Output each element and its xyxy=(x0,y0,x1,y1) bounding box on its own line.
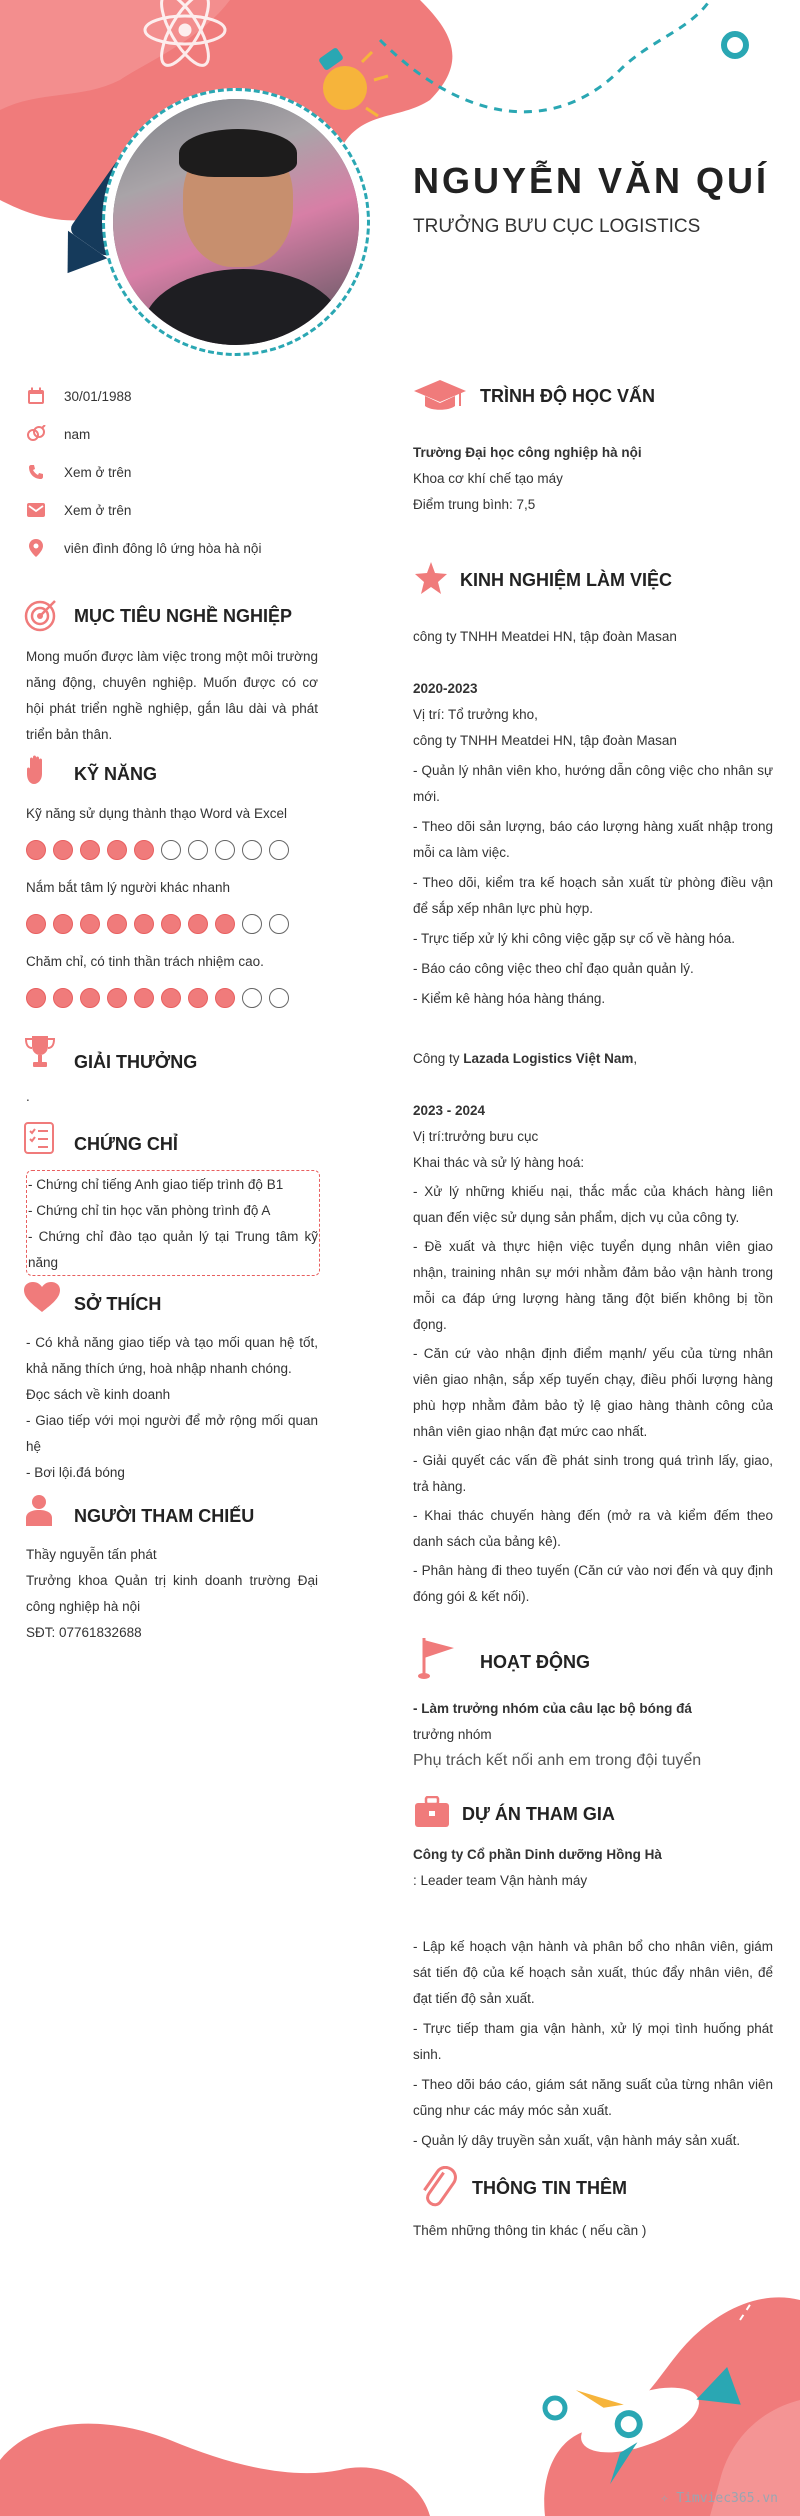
project-duty: - Trực tiếp tham gia vận hành, xử lý mọi tình huống phát sinh. xyxy=(413,2021,773,2062)
awards-title: GIẢI THƯỞNG xyxy=(74,1052,198,1072)
address-text: viên đình đông lô ứng hòa hà nội xyxy=(64,540,262,556)
job-1-duty: - Theo dõi, kiểm tra kế hoạch sản xuất từ phòng điều vận để sắp xếp nhân lực phù hợp. xyxy=(413,875,773,916)
birthday-text: 30/01/1988 xyxy=(64,388,132,404)
education-major: Khoa cơ khí chế tạo máy xyxy=(413,471,563,486)
certificates-list xyxy=(28,1172,318,1276)
skill-dot-filled xyxy=(161,988,181,1008)
activity-heading: - Làm trưởng nhóm của câu lạc bộ bóng đá xyxy=(413,1701,692,1716)
briefcase-icon xyxy=(414,1796,450,1833)
skill-label-1: Kỹ năng sử dụng thành thạo Word và Excel xyxy=(26,806,287,821)
skill-dot-filled xyxy=(134,988,154,1008)
skill-dot-filled xyxy=(53,914,73,934)
job-2-period: 2023 - 2024 xyxy=(413,1103,486,1118)
candidate-name: NGUYỄN VĂN QUÍ xyxy=(413,160,770,201)
job-1-duty: - Theo dõi sản lượng, báo cáo lượng hàng xuất nhập trong mỗi ca làm việc. xyxy=(413,819,773,860)
experience-job-2 xyxy=(413,1046,773,1610)
skill-dot-filled xyxy=(215,988,235,1008)
skill-dot-filled xyxy=(107,914,127,934)
hobby-item: - Bơi lội.đá bóng xyxy=(26,1465,125,1480)
certificate-item: - Chứng chỉ tin học văn phòng trình độ A xyxy=(28,1203,271,1218)
job-title: TRƯỞNG BƯU CỤC LOGISTICS xyxy=(413,216,701,237)
skill-dot-empty xyxy=(161,840,181,860)
job-2-subtitle: Khai thác và sử lý hàng hoá: xyxy=(413,1155,585,1170)
skill-dot-filled xyxy=(134,840,154,860)
location-icon xyxy=(26,538,46,558)
job-2-company-name: Lazada Logistics Việt Nam xyxy=(463,1051,634,1066)
job-1-duty: - Trực tiếp xử lý khi công việc gặp sự cố về hàng hóa. xyxy=(413,931,736,946)
education-title: TRÌNH ĐỘ HỌC VẤN xyxy=(480,386,655,406)
skill-dot-filled xyxy=(188,914,208,934)
certificates-title: CHỨNG CHỈ xyxy=(74,1134,178,1154)
job-2-duty: - Đề xuất và thực hiện việc tuyển dụng nhân viên giao nhận, training nhân sự mới nhằm đảm bảo vận hành trong mỗi ca đáp ứng lượng hàng tăng đột biến không bị tồn đọng. xyxy=(413,1239,773,1332)
skill-dot-filled xyxy=(53,988,73,1008)
person-icon xyxy=(24,1494,54,1531)
skill-dot-empty xyxy=(269,914,289,934)
skill-dot-filled xyxy=(161,914,181,934)
hobbies-list xyxy=(26,1330,318,1486)
job-1-period: 2020-2023 xyxy=(413,681,478,696)
experience-intro: công ty TNHH Meatdei HN, tập đoàn Masan xyxy=(413,629,677,644)
awards-text: . xyxy=(26,1089,30,1104)
project-duty: - Quản lý dây truyền sản xuất, vận hành máy sản xuất. xyxy=(413,2133,741,2148)
job-2-company-line xyxy=(413,1046,773,1072)
skill-label-2: Nắm bắt tâm lý người khác nhanh xyxy=(26,880,230,895)
contact-gender xyxy=(26,423,90,445)
skill-label-3: Chăm chỉ, có tinh thần trách nhiệm cao. xyxy=(26,954,264,969)
job-2-position: Vị trí:trưởng bưu cục xyxy=(413,1129,539,1144)
graduation-cap-icon xyxy=(414,378,466,417)
job-2-duty: - Giải quyết các vấn đề phát sinh trong quá trình lấy, giao, trả hàng. xyxy=(413,1453,773,1494)
job-2-duty: - Phân hàng đi theo tuyến (Căn cứ vào nơi đến và quy định đóng gói & kết nối). xyxy=(413,1563,773,1604)
hobby-item: Đọc sách về kinh doanh xyxy=(26,1387,171,1402)
contact-phone xyxy=(26,461,131,483)
email-text: Xem ở trên xyxy=(64,502,132,518)
trophy-icon xyxy=(24,1034,56,1075)
skill-dot-filled xyxy=(80,988,100,1008)
email-icon xyxy=(26,500,46,520)
job-2-duty: - Căn cứ vào nhận định điểm mạnh/ yếu của từng nhân viên giao nhận, sắp xếp tuyến chạy, điều phối lượng hàng phù hợp nhằm đảm bảo tỷ lệ giao hàng thành công của nhân viên giao nhận đạt mức cao nhất. xyxy=(413,1346,773,1439)
calendar-icon xyxy=(26,386,46,406)
project-duty: - Theo dõi báo cáo, giám sát năng suất của từng nhân viên cũng như các máy móc sản xuất. xyxy=(413,2077,773,2118)
certificate-item: - Chứng chỉ tiếng Anh giao tiếp trình độ B1 xyxy=(28,1177,284,1192)
job-2-duty: - Khai thác chuyến hàng đến (mở ra và kiểm đếm theo danh sách của bảng kê). xyxy=(413,1508,773,1549)
skill-dot-empty xyxy=(215,840,235,860)
skill-dot-filled xyxy=(134,914,154,934)
gender-text: nam xyxy=(64,426,91,442)
flag-icon xyxy=(418,1636,458,1685)
skill-rating-1 xyxy=(26,840,289,860)
checklist-icon xyxy=(24,1122,54,1159)
skill-dot-empty xyxy=(269,840,289,860)
activities-title: HOẠT ĐỘNG xyxy=(480,1652,590,1672)
skill-dot-filled xyxy=(188,988,208,1008)
reference-item: Trưởng khoa Quản trị kinh doanh trường Đại công nghiệp hà nội xyxy=(26,1573,318,1614)
education-gpa: Điểm trung bình: 7,5 xyxy=(413,497,536,512)
education-details xyxy=(413,440,773,518)
activity-detail: Phụ trách kết nối anh em trong đội tuyển xyxy=(413,1752,702,1769)
heart-icon xyxy=(24,1282,60,1317)
job-1-position: Vị trí: Tổ trưởng kho, xyxy=(413,707,538,722)
experience-title: KINH NGHIỆM LÀM VIỆC xyxy=(460,570,673,590)
skill-dot-filled xyxy=(53,840,73,860)
job-1-duty: - Báo cáo công việc theo chỉ đạo quản quản lý. xyxy=(413,961,694,976)
skill-dot-filled xyxy=(80,914,100,934)
hobby-item: - Giao tiếp với mọi người để mở rộng mối quan hệ xyxy=(26,1413,318,1454)
reference-item: SĐT: 07761832688 xyxy=(26,1625,142,1640)
projects-title: DỰ ÁN THAM GIA xyxy=(462,1804,615,1824)
skill-dot-filled xyxy=(107,988,127,1008)
job-2-company-suffix: , xyxy=(633,1051,638,1066)
objective-text: Mong muốn được làm việc trong một môi trường năng động, chuyên nghiệp. Muốn được có cơ hội phát triển nghề nghiệp, gắn lâu dài và phát triển bản thân. xyxy=(26,649,318,742)
experience-job-1 xyxy=(413,676,773,1012)
watermark-text: Timviec365.vn xyxy=(676,2491,778,2506)
skill-dot-filled xyxy=(26,840,46,860)
job-1-duty: - Quản lý nhân viên kho, hướng dẫn công việc cho nhân sự mới. xyxy=(413,763,773,804)
job-2-company-prefix: Công ty xyxy=(413,1051,464,1066)
skill-dot-empty xyxy=(188,840,208,860)
objective-title: MỤC TIÊU NGHỀ NGHIỆP xyxy=(74,606,293,626)
skill-rating-3 xyxy=(26,988,289,1008)
hobbies-title: SỞ THÍCH xyxy=(74,1294,162,1314)
extra-text: Thêm những thông tin khác ( nếu cần ) xyxy=(413,2223,647,2238)
skill-dot-empty xyxy=(242,988,262,1008)
star-icon xyxy=(414,562,448,599)
project-role: : Leader team Vận hành máy xyxy=(413,1873,588,1888)
job-1-duty: - Kiểm kê hàng hóa hàng tháng. xyxy=(413,991,606,1006)
gender-icon xyxy=(26,424,46,444)
skill-dot-filled xyxy=(215,914,235,934)
paperclip-icon xyxy=(416,2166,458,2213)
avatar xyxy=(102,88,370,356)
contact-email xyxy=(26,499,131,521)
watermark: ✧ Timviec365.vn xyxy=(660,2491,778,2506)
target-icon xyxy=(24,598,58,637)
activity-role: trưởng nhóm xyxy=(413,1727,492,1742)
skill-rating-2 xyxy=(26,914,289,934)
hobby-item: - Có khả năng giao tiếp và tạo mối quan hệ tốt, khả năng thích ứng, hoà nhập nhanh chóng. xyxy=(26,1335,318,1376)
skill-dot-empty xyxy=(269,988,289,1008)
phone-text: Xem ở trên xyxy=(64,464,132,480)
skills-title: KỸ NĂNG xyxy=(74,764,158,784)
skill-dot-filled xyxy=(80,840,100,860)
extra-title: THÔNG TIN THÊM xyxy=(472,2178,627,2198)
certificate-item: - Chứng chỉ đào tạo quản lý tại Trung tâm kỹ năng xyxy=(28,1229,318,1270)
phone-icon xyxy=(26,462,46,482)
job-2-duty: - Xử lý những khiếu nại, thắc mắc của khách hàng liên quan đến việc sử dụng sản phẩm, dịch vụ của công ty. xyxy=(413,1184,773,1225)
hand-icon xyxy=(26,754,50,791)
skill-dot-empty xyxy=(242,840,262,860)
contact-birthday xyxy=(26,385,132,407)
reference-item: Thầy nguyễn tấn phát xyxy=(26,1547,157,1562)
projects-details xyxy=(413,1842,773,2154)
references-list xyxy=(26,1542,318,1646)
job-1-company: công ty TNHH Meatdei HN, tập đoàn Masan xyxy=(413,733,677,748)
activities-details xyxy=(413,1696,773,1774)
project-duty: - Lập kế hoạch vận hành và phân bổ cho nhân viên, giám sát tiến độ của kế hoạch sản xuất, thúc đẩy nhân viên, để đạt tiến độ sản xuất. xyxy=(413,1939,773,2006)
skill-dot-filled xyxy=(107,840,127,860)
contact-address xyxy=(26,537,261,559)
project-company: Công ty Cổ phần Dinh dưỡng Hồng Hà xyxy=(413,1847,662,1862)
skill-dot-filled xyxy=(26,914,46,934)
skill-dot-filled xyxy=(26,988,46,1008)
references-title: NGƯỜI THAM CHIẾU xyxy=(74,1506,255,1526)
skill-dot-empty xyxy=(242,914,262,934)
education-school: Trường Đại học công nghiệp hà nội xyxy=(413,445,642,460)
